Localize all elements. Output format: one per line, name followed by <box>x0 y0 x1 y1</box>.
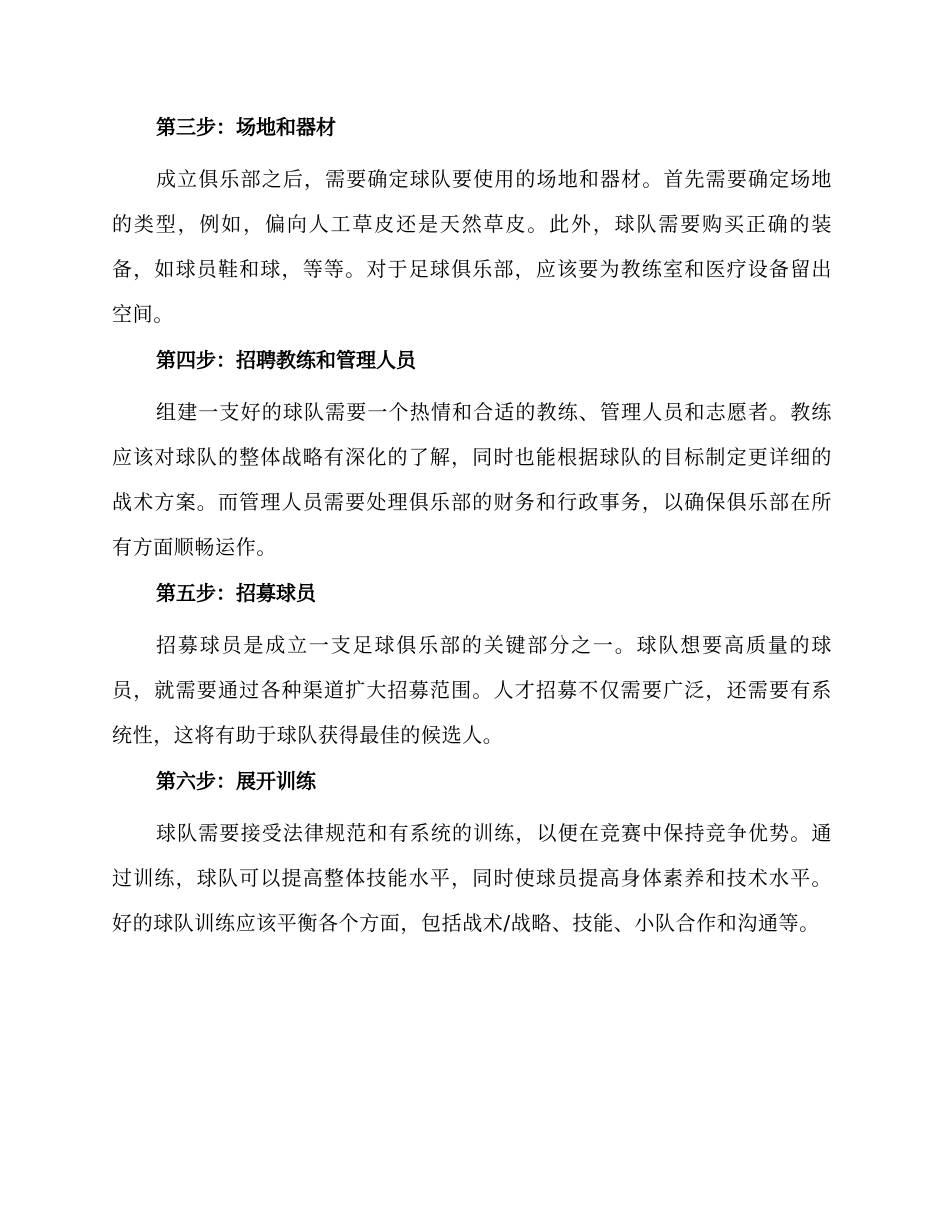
section-step-4 <box>112 345 832 570</box>
section-paragraph: 成立俱乐部之后，需要确定球队要使用的场地和器材。首先需要确定场地的类型，例如，偏向人工草皮还是天然草皮。此外，球队需要购买正确的装备，如球员鞋和球，等等。对于足球俱乐部，应该要为教练室和医疗设备留出空间。 <box>112 167 832 326</box>
section-paragraph: 球队需要接受法律规范和有系统的训练，以便在竞赛中保持竞争优势。通过训练，球队可以提高整体技能水平，同时使球员提高身体素养和技术水平。好的球队训练应该平衡各个方面，包括战术/战略、技能、小队合作和沟通等。 <box>112 821 832 935</box>
section-heading: 第六步：展开训练 <box>156 769 316 793</box>
section-paragraph: 招募球员是成立一支足球俱乐部的关键部分之一。球队想要高质量的球员，就需要通过各种渠道扩大招募范围。人才招募不仅需要广泛，还需要有系统性，这将有助于球队获得最佳的候选人。 <box>112 633 832 747</box>
section-heading: 第四步：招聘教练和管理人员 <box>156 348 416 372</box>
section-step-6 <box>112 766 832 946</box>
section-heading: 第五步：招募球员 <box>156 581 316 605</box>
section-step-5 <box>112 578 832 758</box>
document-body <box>112 112 832 954</box>
section-heading: 第三步：场地和器材 <box>156 115 336 139</box>
section-step-3 <box>112 112 832 337</box>
section-paragraph: 组建一支好的球队需要一个热情和合适的教练、管理人员和志愿者。教练应该对球队的整体战略有深化的了解，同时也能根据球队的目标制定更详细的战术方案。而管理人员需要处理俱乐部的财务和行政事务，以确保俱乐部在所有方面顺畅运作。 <box>112 400 832 559</box>
